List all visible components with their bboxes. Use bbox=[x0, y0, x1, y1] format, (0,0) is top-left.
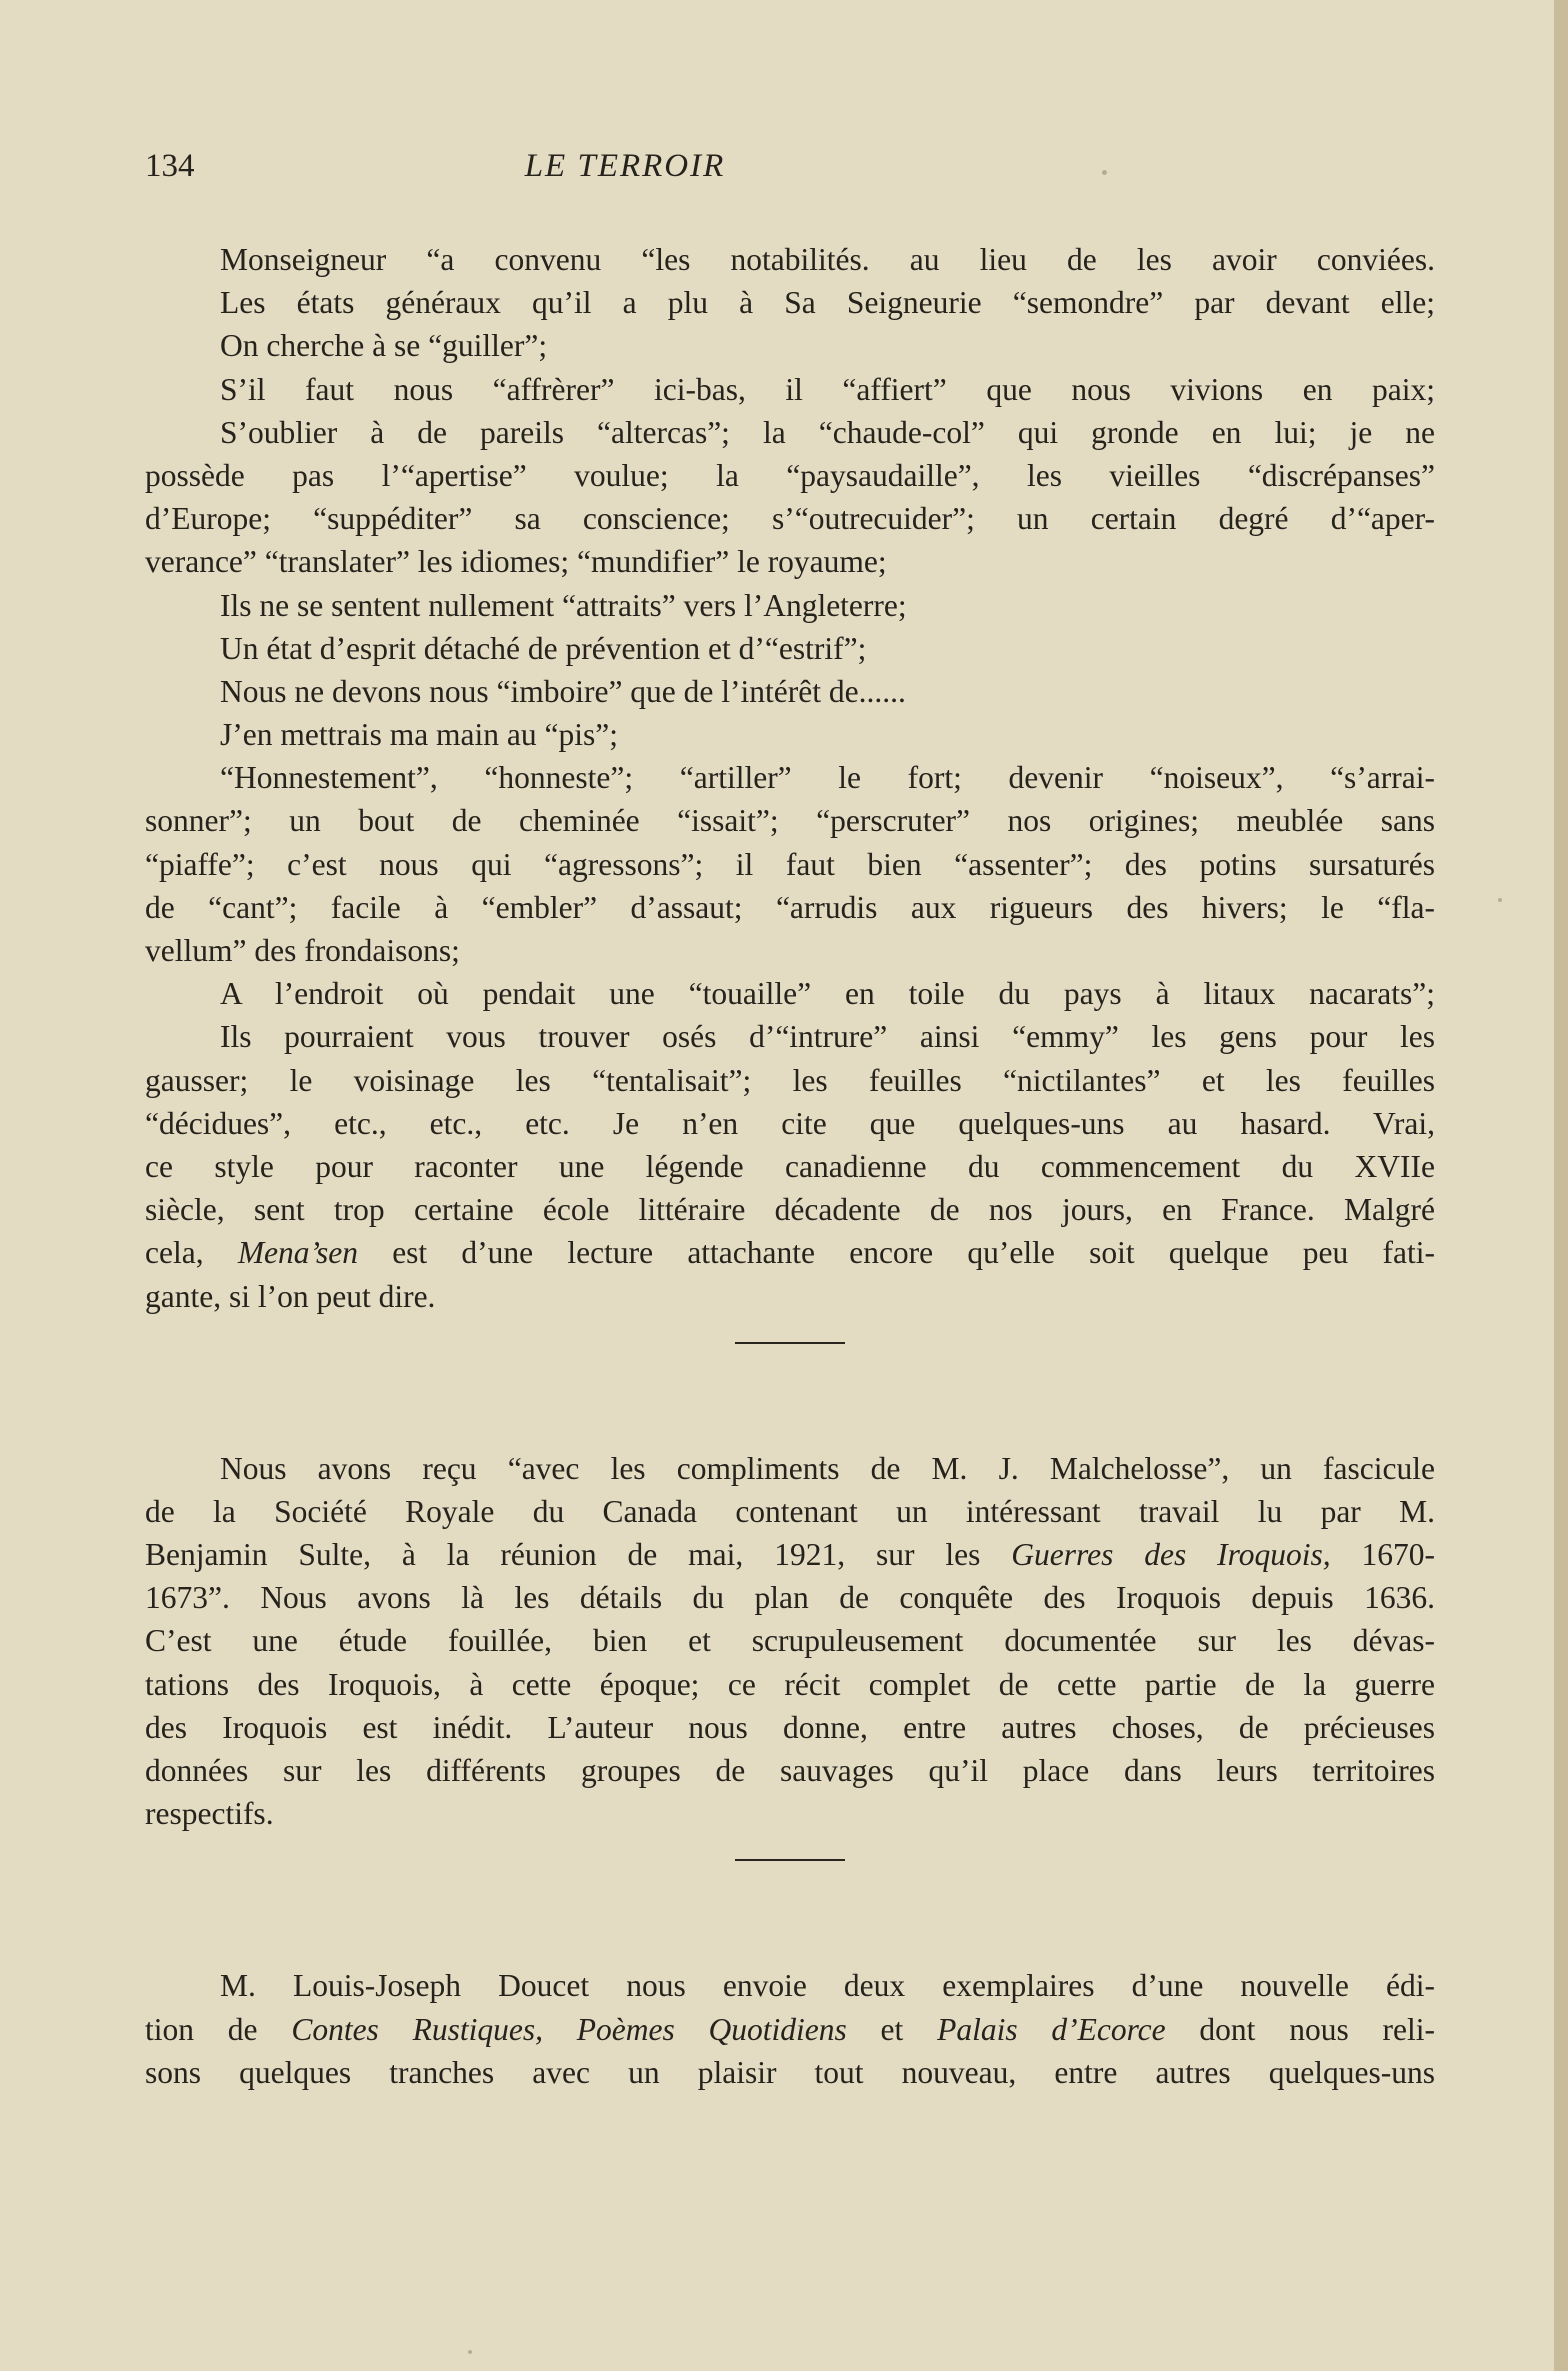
text-line: “Honnestement”, “honneste”; “artiller” le fort; devenir “noiseux”, “s’arrai- bbox=[220, 760, 1435, 796]
text-line: verance” “translater” les idiomes; “mundifier” le royaume; bbox=[145, 544, 887, 580]
text-line: “décidues”, etc., etc., etc. Je n’en cite que quelques-uns au hasard. Vrai, bbox=[145, 1105, 1435, 1141]
paper-speck bbox=[1498, 898, 1502, 902]
book-title: Contes Rustiques, Poèmes Quotidiens bbox=[291, 2011, 847, 2047]
text-line: données sur les différents groupes de sauvages qu’il place dans leurs territoires bbox=[145, 1753, 1435, 1788]
text-line bbox=[145, 1533, 1435, 1576]
text-line: C’est une étude fouillée, bien et scrupuleusement documentée sur les dévas- bbox=[145, 1623, 1435, 1659]
text-run: 1670- bbox=[1330, 1537, 1435, 1573]
text-line: gante, si l’on peut dire. bbox=[145, 1278, 436, 1314]
section-divider bbox=[145, 1318, 1435, 1404]
text-line: 1673”. Nous avons là les détails du plan de conquête des Iroquois depuis 1636. bbox=[145, 1580, 1435, 1616]
text-line: Nous avons reçu “avec les compliments de M. J. Malchelosse”, un fascicule bbox=[220, 1450, 1435, 1486]
text-line: respectifs. bbox=[145, 1796, 274, 1832]
paper-speck bbox=[1102, 170, 1107, 175]
text-line: vellum” des frondaisons; bbox=[145, 933, 460, 968]
book-title: Palais d’Ecorce bbox=[937, 2011, 1166, 2047]
text-line: M. Louis-Joseph Doucet nous envoie deux exemplaires d’une nouvelle édi- bbox=[220, 1968, 1435, 2004]
text-run: Benjamin Sulte, à la réunion de mai, 1921, sur les bbox=[145, 1537, 1012, 1573]
text-line: On cherche à se “guiller”; bbox=[220, 328, 548, 364]
text-line: Monseigneur “a convenu “les notabilités. au lieu de les avoir conviées. bbox=[220, 242, 1435, 277]
section-doucet bbox=[145, 1964, 1435, 2094]
text-line bbox=[145, 1231, 1435, 1274]
text-line: J’en mettrais ma main au “pis”; bbox=[220, 717, 618, 753]
paper-speck bbox=[468, 2350, 472, 2354]
text-run: tion de bbox=[145, 2011, 292, 2047]
text-line: A l’endroit où pendait une “touaille” en toile du pays à litaux nacarats”; bbox=[220, 976, 1435, 1012]
text-line: Un état d’esprit détaché de prévention et d’“estrif”; bbox=[220, 630, 867, 666]
page-number: 134 bbox=[145, 148, 195, 184]
text-line bbox=[145, 2008, 1435, 2051]
text-run: cela, bbox=[145, 1235, 238, 1271]
book-title: Guerres des Iroquois, bbox=[1011, 1537, 1331, 1573]
text-line: S’oublier à de pareils “altercas”; la “chaude-col” qui gronde en lui; je ne bbox=[220, 414, 1435, 450]
text-line: S’il faut nous “affrèrer” ici-bas, il “affiert” que nous vivions en paix; bbox=[220, 371, 1435, 407]
text-run: dont nous reli- bbox=[1165, 2011, 1435, 2047]
running-title: LE TERROIR bbox=[524, 148, 726, 184]
divider-rule bbox=[735, 1342, 845, 1344]
text-line: “piaffe”; c’est nous qui “agressons”; il faut bien “assenter”; des potins sursaturés bbox=[145, 846, 1435, 882]
section-word-list bbox=[145, 238, 1435, 1318]
text-line: sonner”; un bout de cheminée “issait”; “perscruter” nos origines; meublée sans bbox=[145, 803, 1435, 839]
text-run: et bbox=[846, 2011, 938, 2047]
text-line: de la Société Royale du Canada contenant un intéressant travail lu par M. bbox=[145, 1493, 1435, 1529]
text-line: tations des Iroquois, à cette époque; ce récit complet de cette partie de la guerre bbox=[145, 1666, 1435, 1702]
text-run: est d’une lecture attachante encore qu’elle soit quelque peu fati- bbox=[357, 1235, 1435, 1271]
text-line: sons quelques tranches avec un plaisir tout nouveau, entre autres quelques-uns bbox=[145, 2054, 1435, 2090]
text-line: des Iroquois est inédit. L’auteur nous donne, entre autres choses, de précieuses bbox=[145, 1709, 1435, 1745]
running-header bbox=[145, 148, 1105, 198]
page-body bbox=[145, 238, 1435, 2094]
text-line: Ils pourraient vous trouver osés d’“intrure” ainsi “emmy” les gens pour les bbox=[220, 1019, 1435, 1055]
page-edge-shadow bbox=[1554, 0, 1568, 2371]
text-line: Ils ne se sentent nullement “attraits” vers l’Angleterre; bbox=[220, 587, 907, 623]
text-line: gausser; le voisinage les “tentalisait”; les feuilles “nictilantes” et les feuilles bbox=[145, 1062, 1435, 1098]
text-line: siècle, sent trop certaine école littéraire décadente de nos jours, en France. Malgré bbox=[145, 1192, 1435, 1228]
section-malchelosse bbox=[145, 1447, 1435, 1836]
section-divider bbox=[145, 1835, 1435, 1921]
text-line: d’Europe; “suppéditer” sa conscience; s’“outrecuider”; un certain degré d’“aper- bbox=[145, 501, 1435, 537]
text-line: Nous ne devons nous “imboire” que de l’intérêt de...... bbox=[220, 673, 906, 709]
text-line: Les états généraux qu’il a plu à Sa Seigneurie “semondre” par devant elle; bbox=[220, 285, 1435, 321]
divider-rule bbox=[735, 1859, 845, 1861]
text-line: ce style pour raconter une légende canadienne du commencement du XVIIe bbox=[145, 1148, 1435, 1184]
text-line: possède pas l’“apertise” voulue; la “paysaudaille”, les vieilles “discrépanses” bbox=[145, 457, 1435, 493]
book-title: Mena’sen bbox=[237, 1235, 358, 1271]
text-line: de “cant”; facile à “embler” d’assaut; “arrudis aux rigueurs des hivers; le “fla- bbox=[145, 889, 1435, 925]
